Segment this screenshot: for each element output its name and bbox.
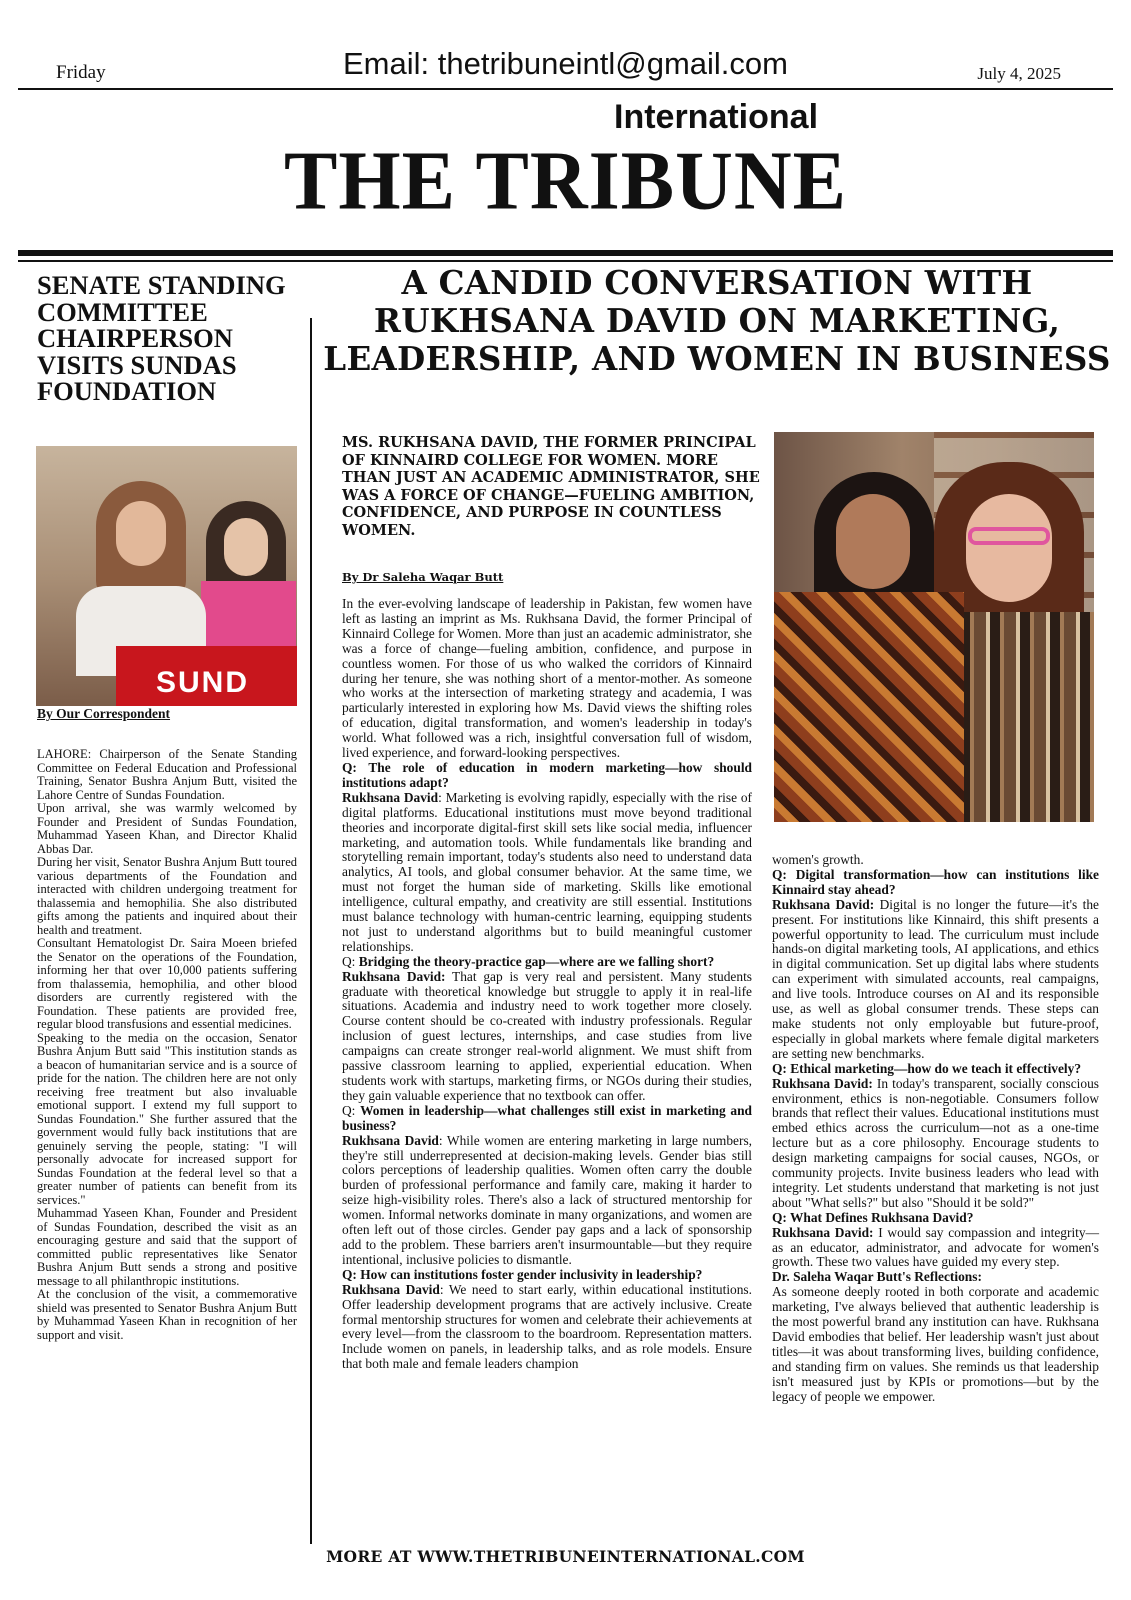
question-text: Bridging the theory-practice gap—where are we falling short? bbox=[358, 953, 715, 969]
side-paragraph: Muhammad Yaseen Khan, Founder and President of Sundas Foundation, described the visit as an encouraging gesture and said that the support of committed public representatives like Senator Bushra Anjum Butt sends a strong and positive message to all philanthropic institutions. bbox=[37, 1206, 297, 1288]
main-article-headline: A CANDID CONVERSATION WITH RUKHSANA DAVID ON MARKETING, LEADERSHIP, AND WOMEN IN BUSINESS bbox=[323, 263, 1111, 378]
answer-speaker: Rukhsana David bbox=[342, 789, 439, 805]
reflections-title: Dr. Saleha Waqar Butt's Reflections: bbox=[772, 1269, 982, 1285]
answer-speaker: Rukhsana David: bbox=[772, 1075, 873, 1091]
question: Q: The role of education in modern marketing—how should institutions adapt? bbox=[342, 759, 752, 790]
question: Q: How can institutions foster gender inclusivity in leadership? bbox=[342, 1266, 703, 1282]
answer-speaker: Rukhsana David: bbox=[772, 896, 875, 912]
answer-text: I would say compassion and integrity—as an educator, administrator, and advocate for women's growth. These two values have guided my every step. bbox=[772, 1224, 1099, 1270]
side-paragraph: During her visit, Senator Bushra Anjum Butt toured various departments of the Foundation and interacted with children undergoing treatment for thalassemia and hemophilia. She also distributed gifts among the patients and inquired about their health and treatment. bbox=[37, 855, 297, 937]
question bbox=[342, 1104, 752, 1134]
side-article-body bbox=[37, 748, 297, 1342]
masthead-rule-thick bbox=[18, 250, 1113, 256]
side-paragraph: Speaking to the media on the occasion, Senator Bushra Anjum Butt said "This institution stands as a beacon of humanitarian service and is a source of pride for the nation. The children here are not only receiving free treatment but also invaluable emotional support. I extend my full support to Sundas Foundation." She further assured that the government would fully back institutions that are genuinely serving the people, stating: "I will personally advocate for increased support for Sundas Foundation at the federal level so that a greater number of patients can benefit from its services." bbox=[37, 1030, 297, 1207]
answer bbox=[342, 791, 752, 955]
main-article-photo bbox=[774, 432, 1094, 822]
footer-website-link[interactable]: MORE AT WWW.THETRIBUNEINTERNATIONAL.COM bbox=[326, 1547, 805, 1566]
header-rule bbox=[18, 88, 1113, 90]
question-prefix: Q: bbox=[342, 1102, 361, 1118]
question bbox=[342, 955, 752, 970]
side-paragraph: LAHORE: Chairperson of the Senate Standing Committee on Federal Education and Professional Training, Senator Bushra Anjum Butt, visited the Lahore Centre of Sundas Foundation. bbox=[37, 747, 297, 802]
reflections-text: As someone deeply rooted in both corporate and academic marketing, I've always believed that authentic leadership is the most powerful brand any institution can have. Rukhsana David embodies that belief. Her leadership wasn't just about titles—it was about transforming lives, building confidence, and standing firm on values. She reminds us that leadership isn't measured just by KPIs or promotions—but by the legacy of people we empower. bbox=[772, 1284, 1099, 1404]
answer-speaker: Rukhsana David: bbox=[342, 968, 446, 984]
answer-text: Digital is no longer the future—it's the present. For institutions like Kinnaird, this shift presents a powerful opportunity to lead. The curriculum must include hands-on digital marketing tools, AI applications, and ethics in digital communication. Set up digital labs where students can experiment with simulated accounts, real campaigns, and live tools. Introduce courses on AI and its responsible use, as well as global consumer trends. These steps can make students not only employable but future-proof, especially in global markets where female digital marketers are setting new benchmarks. bbox=[772, 896, 1099, 1061]
side-article-photo bbox=[36, 446, 297, 706]
issue-date: July 4, 2025 bbox=[977, 64, 1061, 83]
answer bbox=[772, 898, 1099, 1062]
answer-speaker: Rukhsana David bbox=[342, 1281, 440, 1297]
answer-speaker: Rukhsana David bbox=[342, 1132, 439, 1148]
main-article-column-2 bbox=[772, 853, 1099, 1405]
masthead-rule-thin bbox=[18, 260, 1113, 262]
question-text: Women in leadership—what challenges still exist in marketing and business? bbox=[342, 1102, 752, 1133]
side-paragraph: Upon arrival, she was warmly welcomed by Founder and President of Sundas Foundation, Muhammad Yaseen Khan, and Director Khalid Abbas Dar. bbox=[37, 801, 297, 856]
photo-podium-sign: SUND bbox=[156, 666, 250, 699]
side-paragraph: Consultant Hematologist Dr. Saira Moeen briefed the Senator on the operations of the Foundation, informing her that over 10,000 patients suffering from thalassemia, hemophilia, and other blood disorders are currently registered with the Foundation. These patients are provided free, regular blood transfusions and essential medicines. bbox=[37, 936, 297, 1031]
main-article-column-1 bbox=[342, 597, 752, 1372]
intro-paragraph: In the ever-evolving landscape of leadership in Pakistan, few women have left as lasting an imprint as Ms. Rukhsana David, the former Principal of Kinnaird College for Women. More than just an academic administrator, she was a force of change—fueling ambition, confidence, and purpose in countless women. For those of us who walked the corridors of Kinnaird during her tenure, she was nothing short of a mentor-mother. As someone who works at the intersection of marketing strategy and academia, I was particularly interested in exploring how Ms. David views the shifting roles of education, digital transformation, and women's leadership in today's world. What followed was a rich, insightful conversation full of wisdom, lived experience, and forward-looking perspectives. bbox=[342, 596, 752, 761]
answer bbox=[342, 1134, 752, 1268]
main-article-deck: MS. RUKHSANA DAVID, THE FORMER PRINCIPAL OF KINNAIRD COLLEGE FOR WOMEN. MORE THAN JUST AN ACADEMIC ADMINISTRATOR, SHE WAS A FORCE OF CHANGE—FUELING AMBITION, CONFIDENCE, AND PURPOSE IN COUNTLESS WOMEN. bbox=[342, 434, 760, 539]
question-prefix: Q: bbox=[342, 953, 359, 969]
answer-continued: women's growth. bbox=[772, 852, 864, 867]
masthead-title: THE TRIBUNE bbox=[283, 134, 848, 228]
issue-day: Friday bbox=[56, 62, 106, 83]
main-article-byline: By Dr Saleha Waqar Butt bbox=[342, 570, 504, 584]
answer-text: : Marketing is evolving rapidly, especially with the rise of digital platforms. Educational institutions must move beyond traditional theories and incorporate digital-first skill sets like social media, influencer marketing, and automation tools. While fundamentals like branding and storytelling remain important, today's students also need to understand data analytics, AI tools, and global consumer behavior. At the same time, we must not forget the human side of marketing. Skills like emotional intelligence, cultural empathy, and creativity are still essential. Institutions must balance technology with human-centric learning, equipping students not just to understand algorithms but to build meaningful customer relationships. bbox=[342, 789, 752, 954]
answer-text: That gap is very real and persistent. Many students graduate with theoretical knowledge but struggle to apply it in real-life situations. Academia and industry need to work together more closely. Course content should be co-created with industry professionals. Regular inclusion of guest lectures, internships, and case studies from live campaigns can create stronger real-world alignment. We must shift from passive classroom learning to applied, experiential education. When students work with startups, marketing firms, or NGOs during their studies, they gain valuable experience that no textbook can offer. bbox=[342, 968, 752, 1103]
question: Q: Digital transformation—how can institutions like Kinnaird stay ahead? bbox=[772, 866, 1099, 897]
answer bbox=[772, 1226, 1099, 1271]
answer-text: : While women are entering marketing in large numbers, they're still underrepresented at decision-making levels. Gender bias still colors perceptions of leadership qualities. Women often carry the double burden of professional performance and family care, making it harder to seize high-visibility roles. There's also a lack of structured mentorship for women. Informal networks dominate in many organizations, and women are often left out of those circles. Gender pay gaps and a lack of sponsorship add to the problem. These barriers aren't insurmountable—but they require intentional, inclusive policies to dismantle. bbox=[342, 1132, 752, 1267]
answer-text: In today's transparent, socially conscious environment, ethics is non-negotiable. Consumers follow brands that reflect their values. Educational institutions must embed ethics across the curriculum—not as a one-time lecture but as a core philosophy. Encourage students to design marketing campaigns for social causes, NGOs, or community projects. Invite business leaders who lead with integrity. Let students understand that marketing is not just about "What sells?" but also "Should it be sold?" bbox=[772, 1075, 1099, 1210]
column-divider bbox=[310, 318, 312, 1544]
answer-speaker: Rukhsana David: bbox=[772, 1224, 874, 1240]
side-article-byline: By Our Correspondent bbox=[37, 706, 171, 721]
answer bbox=[342, 970, 752, 1104]
answer bbox=[342, 1283, 752, 1372]
masthead-subtitle: International bbox=[614, 98, 819, 136]
question: Q: What Defines Rukhsana David? bbox=[772, 1209, 974, 1225]
answer-text: : We need to start early, within educational institutions. Offer leadership development programs that are actively inclusive. Create formal mentorship structures for women and celebrate their achievements at every level—from the classroom to the boardroom. Representation matters. Include women on panels, in leadership talks, and as role models. Ensure that both male and female leaders champion bbox=[342, 1281, 752, 1372]
contact-email: Email: thetribuneintl@gmail.com bbox=[343, 46, 788, 81]
side-paragraph: At the conclusion of the visit, a commemorative shield was presented to Senator Bushra Anjum Butt by Muhammad Yaseen Khan in recognition of her support and visit. bbox=[37, 1287, 297, 1342]
side-article-headline: SENATE STANDING COMMITTEE CHAIRPERSON VISITS SUNDAS FOUNDATION bbox=[37, 270, 286, 406]
answer bbox=[772, 1077, 1099, 1211]
question: Q: Ethical marketing—how do we teach it effectively? bbox=[772, 1060, 1082, 1076]
